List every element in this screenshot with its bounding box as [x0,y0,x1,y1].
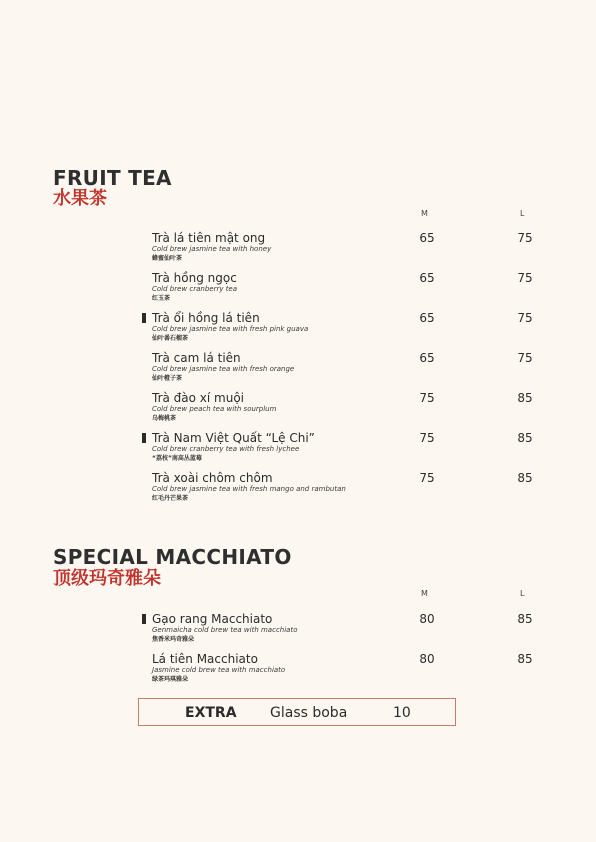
item-name: Trà cam lá tiên [152,351,241,365]
section-title-fruit-tea: FRUIT TEA [53,166,172,190]
column-header-m: M [421,589,428,598]
item-name: Trà hồng ngọc [152,271,237,285]
extra-item-name: Glass boba [270,705,348,721]
item-description: Cold brew peach tea with sourplum [152,405,277,413]
item-description: Cold brew cranberry tea [152,285,238,293]
menu-item [152,271,533,309]
item-description: Jasmine cold brew tea with macchiato [152,666,286,674]
menu-item [152,311,533,349]
menu-item [152,431,533,469]
price-m: 65 [419,271,435,285]
price-l: 85 [517,612,533,626]
price-l: 85 [517,652,533,666]
item-description: Genmaicha cold brew tea with macchiato [152,626,298,634]
menu-item [152,351,533,389]
price-m: 80 [419,652,435,666]
section-title-special-macchiato-zh: 顶级玛奇雅朵 [53,568,161,589]
price-l: 75 [517,311,533,325]
section-title-special-macchiato: SPECIAL MACCHIATO [53,545,292,569]
recommended-marker-icon [142,313,146,323]
extra-label: EXTRA [185,705,237,721]
item-description: Cold brew jasmine tea with fresh pink guava [152,325,309,333]
recommended-marker-icon [142,433,146,443]
price-l: 75 [517,271,533,285]
menu-item [152,391,533,429]
item-description: Cold brew jasmine tea with fresh orange [152,365,295,373]
price-m: 65 [419,311,435,325]
price-l: 75 [517,231,533,245]
section-title-fruit-tea-zh: 水果茶 [53,188,107,209]
extra-box [138,698,456,726]
item-name-zh: “荔枝”南高丛蓝莓 [152,455,202,462]
price-m: 80 [419,612,435,626]
item-name: Trà xoài chôm chôm [152,471,273,485]
menu-item [152,652,533,690]
price-m: 75 [419,391,435,405]
price-m: 65 [419,351,435,365]
price-m: 75 [419,471,435,485]
price-l: 85 [517,391,533,405]
item-name-zh: 红毛丹芒果茶 [152,495,189,502]
column-header-m: M [421,209,428,218]
price-m: 75 [419,431,435,445]
price-l: 85 [517,431,533,445]
item-name: Trà ổi hồng lá tiên [152,311,260,325]
extra-item-price: 10 [393,705,411,721]
item-name-zh: 乌梅桃茶 [152,415,177,422]
item-name-zh: 绿茶玛琪雅朵 [152,676,189,683]
menu-item [152,612,533,650]
item-name-zh: 仙叶橙子茶 [152,375,183,382]
item-name: Trà lá tiên mật ong [152,231,266,245]
menu-item [152,231,533,269]
price-l: 75 [517,351,533,365]
price-m: 65 [419,231,435,245]
item-name-zh: 焦香米玛奇雅朵 [152,636,195,643]
recommended-marker-icon [142,614,146,624]
item-name: Gạo rang Macchiato [152,612,273,626]
item-name: Trà đào xí muội [152,391,245,405]
menu-item [152,471,533,509]
column-header-l: L [520,209,525,218]
item-name: Trà Nam Việt Quất “Lệ Chi” [152,431,315,445]
item-name-zh: 蜂蜜仙叶茶 [152,255,183,262]
column-header-l: L [520,589,525,598]
price-l: 85 [517,471,533,485]
item-name-zh: 红玉茶 [152,295,171,302]
item-description: Cold brew jasmine tea with fresh mango and rambutan [152,485,346,493]
item-name-zh: 仙叶番石榴茶 [152,335,189,342]
item-description: Cold brew cranberry tea with fresh lychee [152,445,300,453]
item-name: Lá tiên Macchiato [152,652,258,666]
item-description: Cold brew jasmine tea with honey [152,245,272,253]
